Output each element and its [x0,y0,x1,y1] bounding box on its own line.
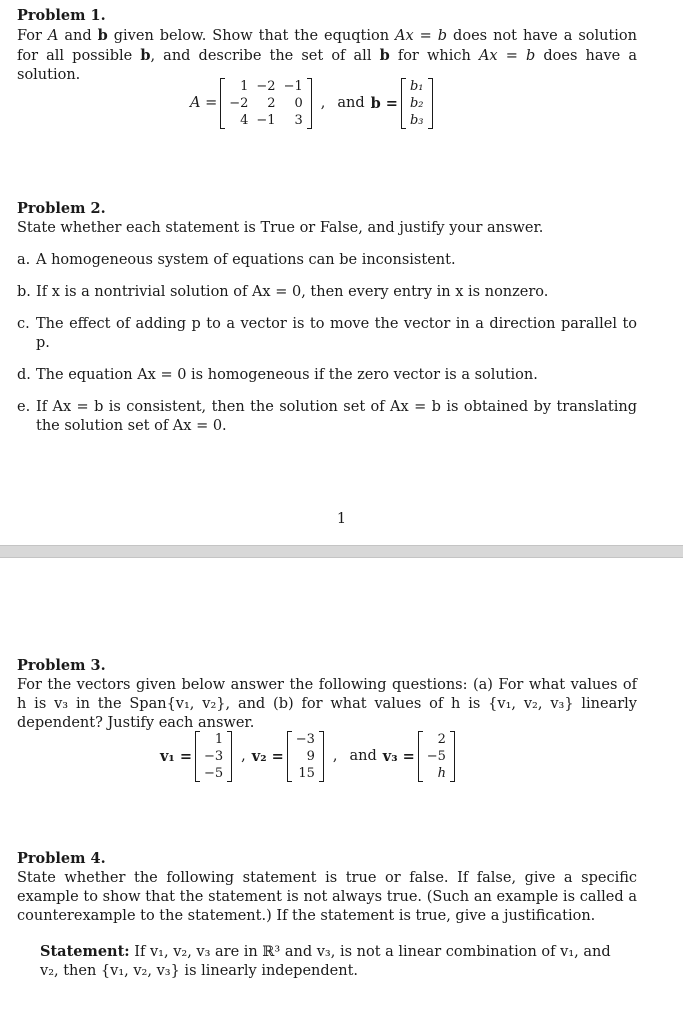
v3-label: v₃ = [382,748,415,765]
vector-cell: b₁ [409,79,424,94]
problem-2-intro: State whether each statement is True or False, and justify your answer. [17,220,544,236]
matrix-cell: −1 [283,79,303,94]
vector-cell: −5 [426,749,446,764]
item-label: b. [17,284,31,300]
problem-2-title: Problem 2. [17,200,106,217]
item-text: A homogeneous system of equations can be inconsistent. [36,252,456,268]
matrix-A-label: A = [190,95,218,111]
vector-v3 [418,731,455,782]
list-item [17,366,637,385]
item-label: d. [17,367,31,383]
problem-4 [17,849,637,926]
vector-cell: −3 [203,749,224,764]
problem-1 [17,6,637,85]
and-text: and [349,748,377,764]
problem-4-title: Problem 4. [17,850,106,867]
vector-cell: b₃ [409,113,424,128]
and-text: and [337,95,365,111]
comma: , [332,748,338,764]
vector-cell: 9 [306,749,315,764]
matrix-cell: 3 [294,113,303,128]
problem-2 [17,199,637,238]
matrix-cell: −1 [256,113,276,128]
matrix-cell: −2 [256,79,276,94]
item-label: a. [17,252,31,268]
problem-1-matrices [190,78,436,129]
vector-cell: −3 [295,732,315,747]
problem-4-text: State whether the following statement is true or false. If false, give a specific example to show that the statement is not always true. (Such an example is called a counterexample to the statement.) If the statement is true, give a justification. [17,870,637,924]
problem-3-vectors [160,731,458,782]
text-run: and [58,28,98,44]
list-item [17,283,637,302]
vector-cell: 15 [298,766,315,781]
matrix-cell: 1 [240,79,249,94]
list-item [17,398,637,436]
comma: , [241,748,246,764]
var-b: b [97,27,108,44]
problem-4-statement [40,942,625,981]
text-run: For [17,28,48,44]
problem-1-title: Problem 1. [17,7,106,24]
problem-2-items [17,251,637,436]
page-separator [0,545,683,558]
problem-3 [17,656,637,733]
vector-cell: −5 [203,766,224,781]
item-label: c. [17,316,30,332]
v1-label: v₁ = [160,748,192,765]
matrix-cell: 4 [240,113,249,128]
var-b: b [379,47,390,64]
var-A: A [47,28,59,44]
page-number: 1 [336,511,347,527]
vector-cell: 1 [214,732,224,747]
text-run: given below. Show that the equqtion [107,28,396,44]
matrix-cell: 0 [294,96,303,111]
list-item [17,251,637,270]
vector-v2 [287,731,324,782]
item-text: If x is a nontrivial solution of Ax = 0, then every entry in x is nonzero. [36,284,549,300]
statement-label: Statement: [40,943,130,960]
vector-b [401,78,433,129]
matrix-cell: 2 [267,96,276,111]
text-run: , and describe the set of all [150,48,380,64]
vector-cell: b₂ [409,96,424,111]
vector-cell: 2 [437,732,446,747]
equation: Ax = b [478,48,536,64]
text-run: for which [389,48,479,64]
list-item [17,315,637,353]
item-label: e. [17,399,31,415]
comma: , [320,95,326,111]
item-text: The effect of adding p to a vector is to move the vector in a direction parallel to p. [36,316,637,351]
item-text: The equation Ax = 0 is homogeneous if the zero vector is a solution. [36,367,538,383]
text-run: does not have a solution for all possible [17,28,637,64]
matrix-cell: −2 [229,96,249,111]
problem-3-title: Problem 3. [17,657,106,674]
var-b: b [140,47,151,64]
problem-3-text: For the vectors given below answer the following questions: (a) For what values of h is v₃ in the Span{v₁, v₂}, and (b) for what values of h is {v₁, v₂, v₃} linearly dependent? Justify each answer. [17,677,637,731]
matrix-A [220,78,312,129]
equation: Ax = b [395,28,448,44]
vector-cell: h [437,766,446,781]
text-run: does have a solution. [17,48,638,83]
vector-b-label: b = [370,95,398,112]
v2-label: v₂ = [251,748,284,765]
statement-text: If v₁, v₂, v₃ are in ℝ³ and v₃, is not a linear combination of v₁, and v₂, then {v₁, v₂, v₃} is linearly independent. [40,944,611,979]
problem-1-text [17,26,637,85]
item-text: If Ax = b is consistent, then the solution set of Ax = b is obtained by translating the solution set of Ax = 0. [36,399,637,434]
vector-v1 [195,731,232,782]
